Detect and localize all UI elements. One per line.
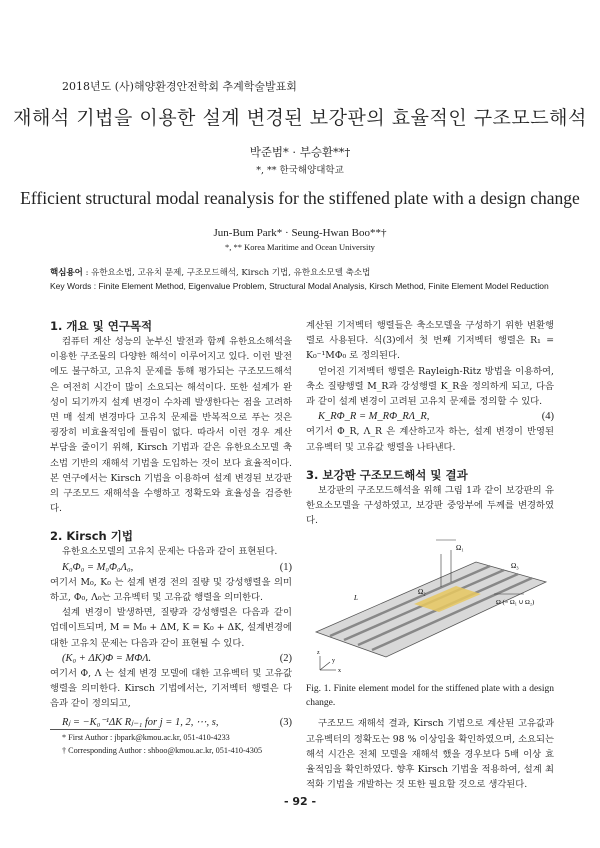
section-1-body: 컴퓨터 계산 성능의 눈부신 발전과 함께 유한요소해석을 이용한 구조물의 다양한 해석이 이루어지고 있다. 이런 발전에도 불구하고, 고유치 문제를 통해 평가되는 구조모드해석은 여전히 시간이 많이 소요되는 해석이다. 또한 설계가 완성이 되기까지 설계 변경이 수차례 발생한다는 점을 고려하면 매 설계 변경마다 고유치 문제를 반복적으로 푸는 것은 굉장히 비효율적임에 틀림이 없다. 따라서 이런 경우 계산 부담을 줄이기 위해, Kirsch 기법과 같은 유한요소모델 축소법 기반의 재해석 기법을 도입하는 것이 보다 효율적이다. 본 연구에서는 Kirsch 기법을 이용하여 설계 변경된 보강판의 구조모드 재해석을 수행하고 정확도와 효율성을 검증한다.	[50, 336, 292, 515]
equation-4: K_RΦ_R = M_RΦ_RΛ_R, (4)	[306, 409, 554, 424]
right-column	[306, 318, 554, 792]
figure-1-caption: Fig. 1. Finite element model for the stiffened plate with a design change.	[306, 684, 554, 709]
authors-korean: 박준범* · 부승환**†	[249, 145, 351, 159]
keywords-korean-label: 핵심용어	[50, 268, 83, 278]
equation-1: K₀Φ₀ = M₀Φ₀Λ₀, (1)	[50, 560, 292, 575]
keywords-english-label: Key Words	[50, 281, 92, 291]
equation-4-number: (4)	[541, 411, 554, 423]
page-number: - 92 -	[283, 795, 317, 808]
equation-2: (K₀ + ΔK)Φ = MΦΛ. (2)	[50, 651, 292, 666]
section-3-para-1: 보강판의 구조모드해석을 위해 그림 1과 같이 보강판의 유한요소모델을 구성하였고, 보강판 중앙부에 두께를 변경하였다.	[306, 484, 554, 527]
label-omega1: Ω₁	[456, 544, 464, 553]
left-column	[50, 318, 292, 730]
affiliation-english: *, ** Korea Maritime and Ocean University	[225, 242, 375, 252]
figure-1	[306, 532, 554, 682]
keywords-korean-text: : 유한요소법, 고유치 문제, 구조모드해석, Kirsch 기법, 유한요소모델 축소법	[85, 268, 371, 278]
right-para-1: 계산된 기저벡터 행렬들은 축소모델을 구성하기 위한 변환행렬로 사용된다. 식(3)에서 첫 번째 기저벡터 행렬은 R₁ = K₀⁻¹MΦ₀ 로 정의된다.	[306, 320, 554, 362]
equation-3-number: (3)	[279, 716, 292, 728]
stiffened-plate-figure	[306, 532, 554, 682]
axis-z-label: z	[317, 650, 320, 657]
keywords-english-text: : Finite Element Method, Eigenvalue Problem, Structural Modal Analysis, Kirsch Method, Finite Element Model Reduction	[93, 281, 549, 291]
equation-1-number: (1)	[279, 561, 292, 573]
section-2-title: 2. Kirsch 기법	[50, 529, 133, 544]
axis-x-label: x	[338, 668, 341, 675]
footnote-rule	[50, 729, 160, 730]
section-2-para-1: 유한요소모델의 고유치 문제는 다음과 같이 표현된다.	[62, 546, 278, 558]
equation-3: Rⱼ = −K₀⁻¹ΔK Rⱼ₋₁ for j = 1, 2, ⋯, s, (3)	[50, 715, 292, 730]
right-para-3: 여기서 Φ_R, Λ_R 은 계산하고자 하는, 설계 변경이 반영된 고유벡터 및 고유값 행렬을 나타낸다.	[306, 426, 554, 453]
conference-header: 2018년도 (사)해양환경안전학회 추계학술발표회	[62, 80, 297, 93]
footnote-first-author: * First Author : jbpark@kmou.ac.kr, 051-410-4233	[62, 733, 230, 742]
axis-y-label: y	[332, 658, 335, 665]
section-3-para-2: 구조모드 재해석 결과, Kirsch 기법으로 계산된 고유값과 고유벡터의 정확도는 98 % 이상임을 확인하였으며, 소요되는 해석 시간은 전체 모델을 재해석 했을 경우보다 5배 이상 효율적임을 확인하였다. 향후 Kirsch 기법을 적용하여, 설계 최적화 기법을 개발하는 것 또한 필요할 것으로 생각된다.	[306, 718, 554, 791]
footnote-corresponding-author: † Corresponding Author : shboo@kmou.ac.kr, 051-410-4305	[62, 746, 263, 755]
section-2-para-2: 여기서 M₀, K₀ 는 설계 변경 전의 질량 및 강성행렬을 의미하고, Φ₀, Λ₀는 고유벡터 및 고유값 행렬을 의미한다.	[50, 576, 292, 604]
label-omega-union: Ω (= Ω₁ ∪ Ω₂)	[496, 599, 535, 607]
section-1-title: 1. 개요 및 연구목적	[50, 319, 153, 333]
right-para-2: 얻어진 기저벡터 행렬은 Rayleigh-Ritz 방법을 이용하여, 축소 질량행렬 M_R과 강성행렬 K_R을 정의하게 되고, 다음과 같이 설계 변경이 고려된 고유치 문제를 정의할 수 있다.	[306, 365, 554, 408]
keywords-korean	[50, 266, 550, 278]
equation-2-number: (2)	[279, 652, 292, 664]
label-length: L	[354, 594, 358, 603]
section-2-para-4: 여기서 Φ, Λ 는 설계 변경 모델에 대한 고유벡터 및 고유값 행렬을 의미한다. Kirsch 기법에서는, 기저벡터 행렬은 다음과 같이 정의되고,	[50, 668, 292, 710]
section-3-title: 3. 보강판 구조모드해석 및 결과	[306, 467, 468, 482]
label-omega3: Ω₃	[511, 562, 519, 571]
section-2-para-3: 설계 변경이 발생하면, 질량과 강성행렬은 다음과 같이 업데이트되며, M = M₀ + ΔM, K = K₀ + ΔK, 설계변경에 대한 고유치 문제는 다음과 같이 표현될 수 있다.	[50, 607, 292, 649]
label-omega2: Ω₂	[418, 588, 426, 597]
title-english: Efficient structural modal reanalysis for the stiffened plate with a design change	[20, 188, 580, 208]
keywords-english	[50, 281, 550, 291]
authors-english: Jun-Bum Park* · Seung-Hwan Boo**†	[213, 227, 387, 239]
title-korean: 재해석 기법을 이용한 설계 변경된 보강판의 효율적인 구조모드해석	[13, 107, 587, 129]
affiliation-korean: *, ** 한국해양대학교	[256, 165, 344, 176]
